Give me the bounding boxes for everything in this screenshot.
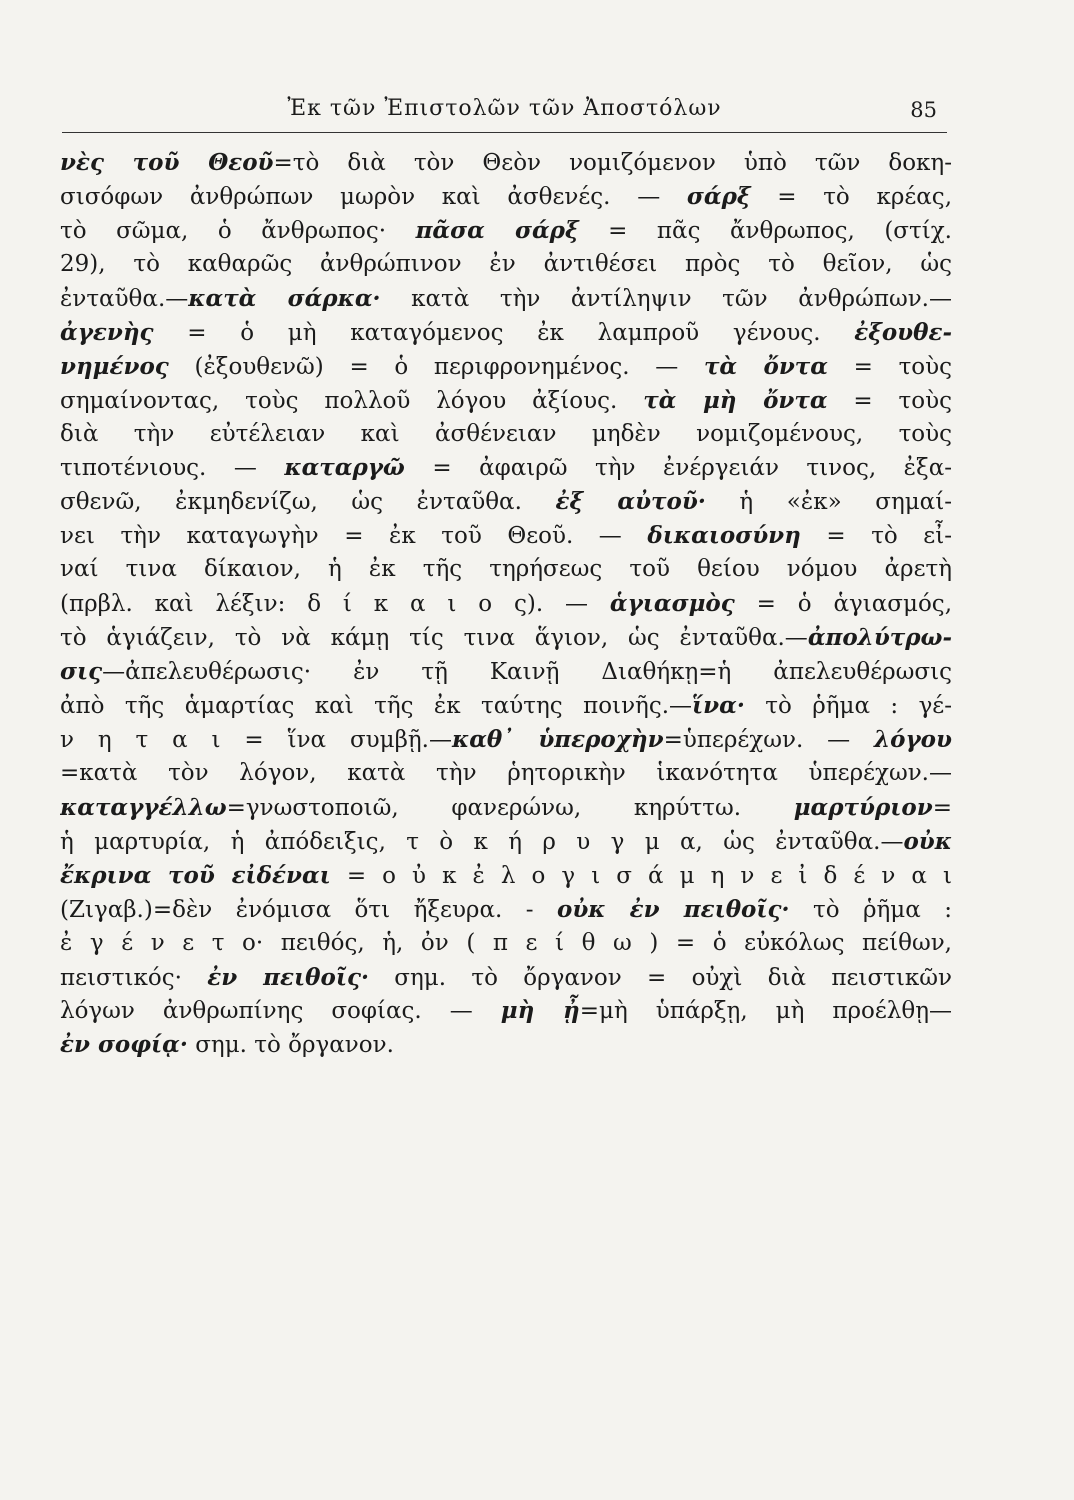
gloss-text: = τὸ εἶ-	[800, 523, 952, 550]
glossed-term: νὲς τοῦ Θεοῦ	[60, 149, 274, 176]
glossed-term: ἁγιασμὸς	[609, 590, 735, 618]
gloss-text: τιποτένιους. —	[60, 455, 285, 482]
glossed-term: ἀπολύτρω-	[807, 624, 952, 652]
text-line	[60, 859, 952, 893]
gloss-text: =ὑπερέχων. —	[663, 726, 875, 753]
text-line	[60, 1028, 952, 1062]
gloss-text: σθενῶ, ἐκμηδενίζω, ὡς ἐνταῦθα.	[60, 489, 556, 516]
glossed-term: ἐξουθε-	[854, 318, 952, 346]
text-line	[60, 214, 952, 248]
gloss-text: (πρβλ. καὶ λέξιν: δ ί κ α ι ο ς). —	[60, 591, 610, 618]
glossed-term: κατὰ σάρκα·	[188, 284, 381, 312]
text-line	[60, 485, 952, 519]
glossed-term: καθ᾽ ὑπεροχὴν	[451, 725, 664, 753]
glossed-term: καταγγέλλω	[60, 793, 227, 821]
gloss-text: τὸ ῥῆμα : γέ-	[744, 693, 952, 719]
text-line	[60, 384, 952, 418]
gloss-text: ἡ μαρτυρία, ἡ ἀπόδειξις, τ ὸ κ ή ρ υ γ μ α, ὡς ἐνταῦθα.—	[60, 828, 904, 855]
text-line	[60, 621, 952, 655]
text-line	[60, 961, 952, 995]
text-line	[60, 451, 952, 485]
text-line	[60, 553, 952, 587]
glossed-term: λόγου	[874, 725, 952, 753]
gloss-text: λόγων ἀνθρωπίνης σοφίας. —	[60, 998, 501, 1025]
gloss-text: = ο ὐ κ ἐ λ ο γ ι σ ά μ η ν ε ἰ δ έ ν α ι	[330, 862, 952, 889]
glossed-term: πᾶσα σάρξ	[415, 216, 579, 244]
gloss-text: τὸ σῶμα, ὁ ἄνθρωπος·	[60, 217, 416, 244]
gloss-text: = ἀφαιρῶ τὴν ἐνέργειάν τινος, ἐξα-	[404, 455, 952, 482]
glossed-term: οὐκ ἐν πειθοῖς·	[556, 895, 790, 923]
text-line	[60, 927, 952, 961]
glossed-term: σάρξ	[686, 182, 751, 210]
glossed-term: ἵνα·	[692, 692, 745, 719]
glossed-term: μὴ ᾖ	[500, 997, 580, 1025]
gloss-text: σισόφων ἀνθρώπων μωρὸν καὶ ἀσθενές. —	[60, 183, 687, 210]
gloss-text: ἐ γ έ ν ε τ ο· πειθός, ἡ, ὀν ( π ε ί θ ω ) = ὁ εὐκόλως πείθων,	[60, 929, 952, 956]
gloss-text: =κατὰ τὸν λόγον, κατὰ τὴν ῥητορικὴν ἱκανότητα ὑπερέχων.—	[60, 759, 952, 786]
gloss-text: ἐνταῦθα.—	[60, 285, 189, 312]
gloss-text: = πᾶς ἄνθρωπος, (στίχ.	[578, 217, 952, 244]
glossed-term: μαρτύριον	[793, 793, 933, 821]
gloss-text: = τὸ κρέας,	[750, 183, 952, 210]
gloss-text: ν η τ α ι = ἵνα συμβῇ.—	[60, 726, 452, 753]
gloss-text: σημ. τὸ ὄργανον.	[187, 1032, 394, 1059]
gloss-text: = ὁ ἁγιασμός,	[734, 591, 952, 618]
gloss-text: = ὁ μὴ καταγόμενος ἐκ λαμπροῦ γένους.	[153, 319, 855, 346]
gloss-text: =	[932, 794, 952, 821]
gloss-text: σημαίνοντας, τοὺς πολλοῦ λόγου ἀξίους.	[60, 387, 644, 414]
text-line	[60, 418, 952, 452]
gloss-text: ἀπὸ τῆς ἁμαρτίας καὶ τῆς ἐκ ταύτης ποινῆς.—	[60, 693, 693, 719]
text-line	[60, 791, 952, 825]
gloss-text: =γνωστοποιῶ, φανερώνω, κηρύττω.	[226, 794, 794, 821]
gloss-text: = τοὺς	[827, 387, 952, 414]
gloss-text: (ἐξουθενῶ) = ὁ περιφρονημένος. —	[168, 353, 704, 380]
gloss-text: =τὸ διὰ τὸν Θεὸν νομιζόμενον ὑπὸ τῶν δοκη-	[273, 150, 952, 176]
text-line	[60, 350, 952, 384]
text-line	[60, 180, 952, 214]
text-line	[60, 825, 952, 859]
gloss-text: κατὰ τὴν ἀντίληψιν τῶν ἀνθρώπων.—	[380, 285, 952, 312]
running-header	[62, 96, 947, 133]
gloss-text: πειστικός·	[60, 964, 208, 991]
text-line	[60, 723, 952, 757]
gloss-text: ἡ «ἐκ» σημαί-	[705, 489, 952, 516]
glossed-term: ἐν σοφίᾳ·	[60, 1031, 188, 1059]
gloss-text: σημ. τὸ ὄργανον = οὐχὶ διὰ πειστικῶν	[368, 964, 952, 991]
glossed-term: καταργῶ	[284, 454, 405, 482]
text-line	[60, 282, 952, 316]
gloss-text: τὸ ἁγιάζειν, τὸ νὰ κάμῃ τίς τινα ἅγιον, ὡς ἐνταῦθα.—	[60, 625, 808, 652]
body-text	[60, 146, 952, 1062]
text-line	[60, 519, 952, 553]
text-line	[60, 316, 952, 350]
text-line	[60, 146, 952, 180]
running-title: Ἐκ τῶν Ἐπιστολῶν τῶν Ἀποστόλων	[287, 96, 722, 121]
text-line	[60, 655, 952, 689]
glossed-term: ἀγενὴς	[60, 318, 154, 346]
text-line	[60, 757, 952, 791]
text-line	[60, 689, 952, 723]
text-line	[60, 994, 952, 1028]
glossed-term: σις	[60, 658, 103, 686]
glossed-term: τὰ ὄντα	[703, 352, 828, 380]
glossed-term: τὰ μὴ ὄντα	[643, 386, 828, 414]
gloss-text: —ἀπελευθέρωσις· ἐν τῇ Καινῇ Διαθήκῃ=ἡ ἀπελευθέρωσις	[102, 659, 952, 686]
glossed-term: δικαιοσύνη	[647, 522, 801, 550]
gloss-text: =μὴ ὑπάρξῃ, μὴ προέλθῃ—	[579, 998, 952, 1025]
glossed-term: ἔκρινα τοῦ εἰδέναι	[60, 861, 331, 889]
text-line	[60, 893, 952, 927]
glossed-term: οὐκ	[903, 827, 952, 855]
glossed-term: ἐξ αὐτοῦ·	[555, 488, 706, 516]
gloss-text: τὸ ῥῆμα :	[789, 896, 952, 923]
gloss-text: (Ζιγαβ.)=δὲν ἐνόμισα ὅτι ἤξευρα. -	[60, 896, 557, 923]
text-line	[60, 248, 952, 282]
glossed-term: νημένος	[60, 352, 169, 380]
glossed-term: ἐν πειθοῖς·	[207, 963, 369, 991]
gloss-text: νει τὴν καταγωγὴν = ἐκ τοῦ Θεοῦ. —	[60, 523, 648, 550]
page-number: 85	[910, 98, 937, 122]
gloss-text: = τοὺς	[827, 353, 952, 380]
gloss-text: ναί τινα δίκαιον, ἡ ἐκ τῆς τηρήσεως τοῦ θείου νόμου ἀρετὴ	[60, 556, 952, 583]
text-line	[60, 587, 952, 621]
gloss-text: διὰ τὴν εὐτέλειαν καὶ ἀσθένειαν μηδὲν νομιζομένους, τοὺς	[60, 420, 952, 447]
gloss-text: 29), τὸ καθαρῶς ἀνθρώπινον ἐν ἀντιθέσει πρὸς τὸ θεῖον, ὡς	[60, 250, 952, 277]
